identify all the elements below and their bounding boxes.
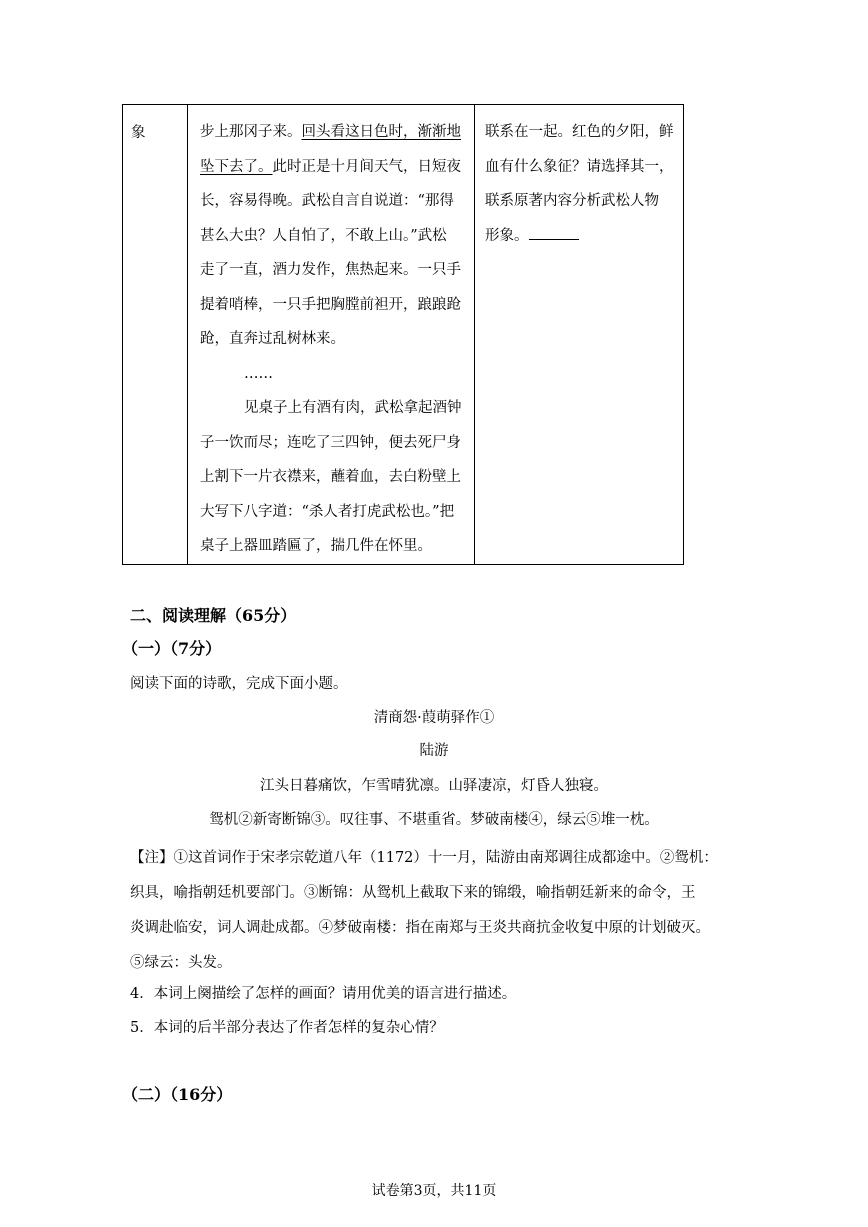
poem-author: 陆游 bbox=[419, 743, 449, 759]
section-title: 二、阅读理解（65分） bbox=[130, 606, 297, 625]
question-4: 4．本词上阕描绘了怎样的画面？请用优美的语言进行描述。 bbox=[130, 986, 517, 1002]
page-footer: 试卷第3页，共11页 bbox=[371, 1183, 497, 1199]
passage-ellipsis: …… bbox=[244, 365, 273, 382]
passage-line: 步上那冈子来。回头看这日色时，渐渐地 bbox=[200, 124, 461, 140]
instruction-text: 阅读下面的诗歌，完成下面小题。 bbox=[130, 676, 348, 692]
passage-line: 提着哨棒，一只手把胸膛前袒开，踉踉跄 bbox=[200, 296, 461, 313]
passage-line: 见桌子上有酒有肉，武松拿起酒钟 bbox=[244, 400, 462, 416]
passage-line: 甚么大虫？人自怕了，不敢上山。”武松 bbox=[200, 227, 447, 244]
note-line: 炎调赴临安，词人调赴成都。④梦破南楼：指在南郑与王炎共商抗金收复中原的计划破灭。 bbox=[130, 920, 710, 936]
table-cell-passage bbox=[188, 105, 475, 565]
passage-line: 跄，直奔过乱树林来。 bbox=[200, 331, 345, 347]
part1-title: （一）（7分） bbox=[122, 639, 222, 658]
question-line: 联系在一起。红色的夕阳，鲜 bbox=[485, 124, 674, 140]
poem-title: 清商怨·葭萌驿作① bbox=[373, 710, 495, 726]
passage-line: 长，容易得晚。武松自言自说道：“那得 bbox=[200, 193, 454, 209]
table-cell-label bbox=[123, 105, 188, 565]
notes-block bbox=[130, 843, 718, 978]
question-5: 5．本词的后半部分表达了作者怎样的复杂心情？ bbox=[130, 1020, 444, 1036]
passage-line: 大写下八字道：“杀人者打虎武松也。”把 bbox=[200, 503, 455, 520]
question-table bbox=[122, 104, 684, 565]
passage-line: 坠下去了。此时正是十月间天气，日短夜 bbox=[200, 158, 461, 175]
part2-title: （二）（16分） bbox=[122, 1085, 233, 1104]
passage-line: 走了一直，酒力发作，焦热起来。一只手 bbox=[200, 262, 461, 278]
note-line: ⑤绿云：头发。 bbox=[130, 955, 232, 971]
table-cell-question bbox=[475, 105, 684, 565]
question-line: 形象。 bbox=[485, 219, 675, 254]
answer-blank[interactable] bbox=[529, 223, 579, 240]
poem-line-1: 江头日暮痛饮，乍雪晴犹凛。山驿凄凉，灯昏人独寝。 bbox=[260, 778, 608, 794]
question-text bbox=[475, 105, 683, 253]
question-line: 血有什么象征？请选择其一， bbox=[485, 158, 674, 175]
passage-line: 上割下一片衣襟来，蘸着血，去白粉壁上 bbox=[200, 469, 461, 485]
passage-line: 子一饮而尽；连吃了三四钟，便去死尸身 bbox=[200, 434, 461, 451]
cell-label-text: 象 bbox=[131, 125, 146, 141]
passage-line: 桌子上器皿踏匾了，揣几件在怀里。 bbox=[200, 538, 432, 554]
passage-text bbox=[188, 105, 474, 564]
note-line: 【注】①这首词作于宋孝宗乾道八年（1172）十一月，陆游由南郑调往成都途中。②鸳机： bbox=[130, 850, 718, 866]
note-line: 织具，喻指朝廷机要部门。③断锦：从鸳机上截取下来的锦缎，喻指朝廷新来的命令，王 bbox=[130, 885, 696, 901]
poem-line-2: 鸳机②新寄断锦③。叹往事、不堪重省。梦破南楼④，绿云⑤堆一枕。 bbox=[209, 812, 659, 828]
question-line: 联系原著内容分析武松人物 bbox=[485, 193, 659, 209]
